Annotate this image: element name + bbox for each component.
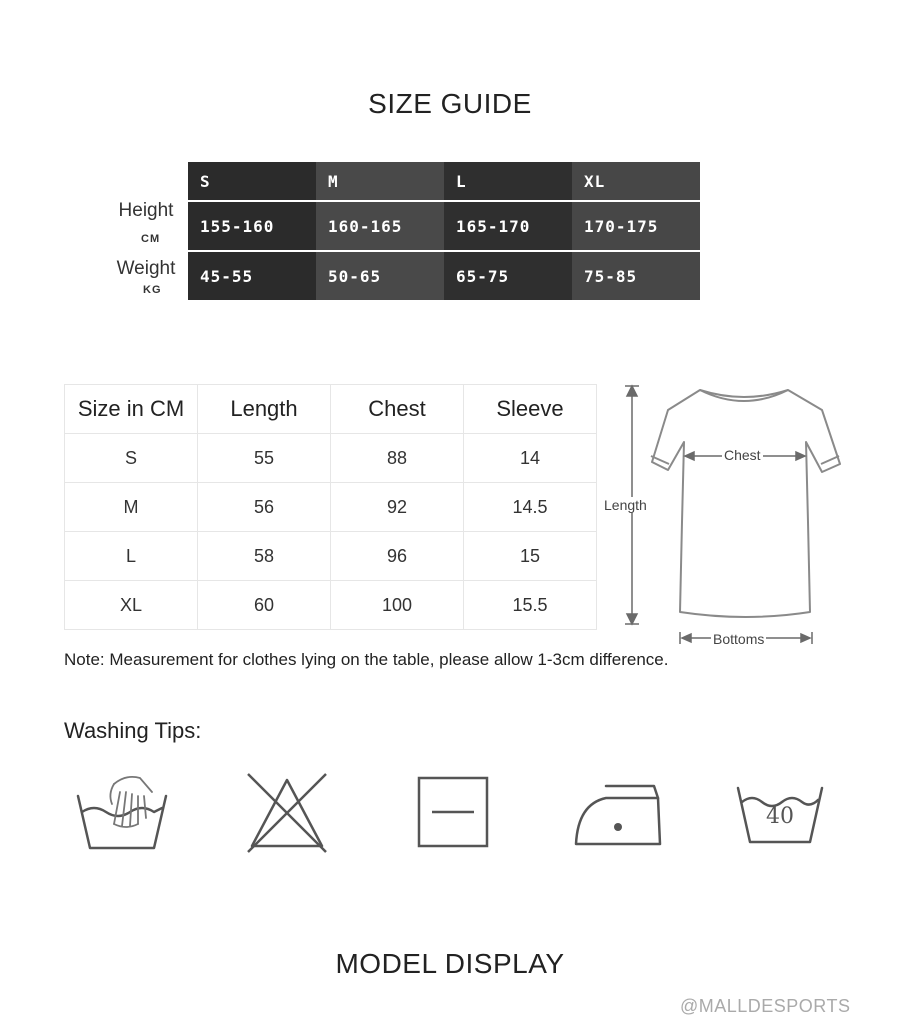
- table-header-row: [65, 385, 597, 434]
- table-row: [65, 581, 597, 630]
- height-cell: 170-175: [572, 202, 700, 250]
- table-row: [65, 434, 597, 483]
- table-cell: 15.5: [464, 581, 597, 630]
- height-cell: 165-170: [444, 202, 572, 250]
- table-cell: 55: [198, 434, 331, 483]
- chest-label: Chest: [724, 447, 761, 463]
- length-label: Length: [604, 497, 647, 513]
- weight-cell: 45-55: [188, 252, 316, 300]
- weight-cell: 65-75: [444, 252, 572, 300]
- column-header: Length: [198, 385, 331, 434]
- weight-cell: 50-65: [316, 252, 444, 300]
- bottoms-label: Bottoms: [713, 631, 765, 647]
- table-cell: 88: [331, 434, 464, 483]
- measurement-note: Note: Measurement for clothes lying on the table, please allow 1-3cm difference.: [64, 650, 669, 669]
- table-cell: 96: [331, 532, 464, 581]
- size-header: XL: [572, 162, 700, 200]
- table-cell: 15: [464, 532, 597, 581]
- table-row: [65, 483, 597, 532]
- size-header: S: [188, 162, 316, 200]
- weight-cell: 75-85: [572, 252, 700, 300]
- height-label: Height: [118, 200, 174, 221]
- weight-unit: KG: [143, 284, 162, 296]
- table-cell: 92: [331, 483, 464, 532]
- watermark: @MALLDESPORTS: [680, 996, 851, 1016]
- table-cell: 58: [198, 532, 331, 581]
- table-cell: S: [65, 434, 198, 483]
- table-cell: 56: [198, 483, 331, 532]
- hand-wash-icon: [74, 770, 170, 856]
- washing-tips-title: Washing Tips:: [64, 718, 202, 743]
- table-cell: 100: [331, 581, 464, 630]
- column-header: Size in CM: [65, 385, 198, 434]
- table-cell: 60: [198, 581, 331, 630]
- do-not-bleach-icon: [244, 770, 330, 856]
- model-display-title: MODEL DISPLAY: [335, 948, 565, 979]
- height-unit: CM: [141, 233, 161, 245]
- column-header: Chest: [331, 385, 464, 434]
- size-header: L: [444, 162, 572, 200]
- size-chart: [188, 162, 700, 300]
- table-cell: M: [65, 483, 198, 532]
- measurement-table: [64, 384, 597, 630]
- wash-temperature: 40: [766, 804, 794, 829]
- table-row: [65, 532, 597, 581]
- tshirt-diagram-icon: [596, 382, 846, 652]
- table-cell: L: [65, 532, 198, 581]
- table-cell: XL: [65, 581, 198, 630]
- weight-label: Weight: [116, 258, 176, 279]
- dry-flat-icon: [416, 770, 490, 856]
- column-header: Sleeve: [464, 385, 597, 434]
- size-header: M: [316, 162, 444, 200]
- height-cell: 155-160: [188, 202, 316, 250]
- table-cell: 14: [464, 434, 597, 483]
- iron-low-heat-icon: [570, 770, 666, 856]
- height-cell: 160-165: [316, 202, 444, 250]
- table-cell: 14.5: [464, 483, 597, 532]
- size-guide-title: SIZE GUIDE: [368, 88, 532, 119]
